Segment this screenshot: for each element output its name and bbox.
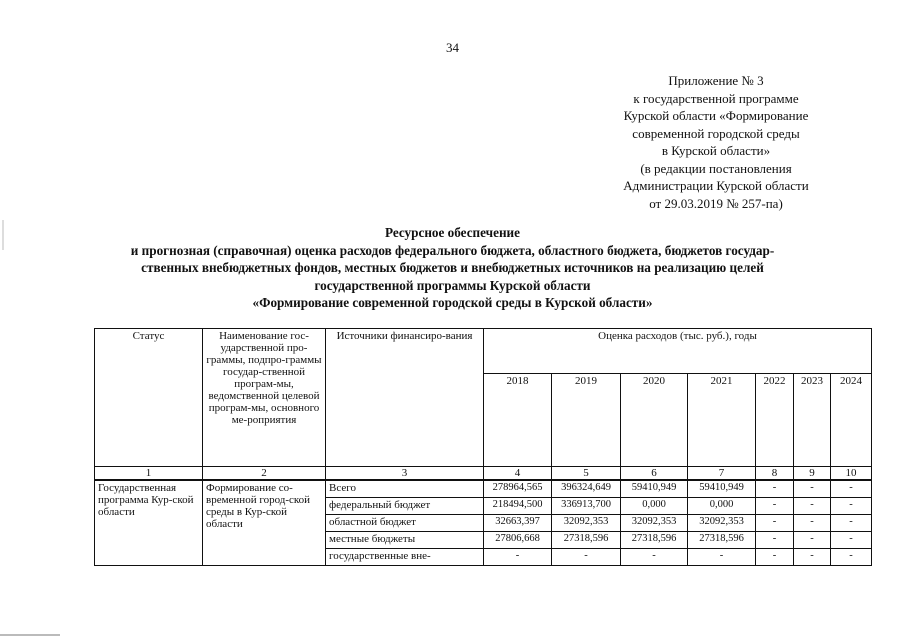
scan-edge-mark xyxy=(2,220,4,250)
value-cell: - xyxy=(484,549,552,566)
value-cell: 32092,353 xyxy=(552,515,621,532)
year-header: 2022 xyxy=(756,374,794,467)
appendix-line: Администрации Курской области xyxy=(623,178,809,193)
year-header: 2019 xyxy=(552,374,621,467)
column-number: 8 xyxy=(756,467,794,481)
value-cell: - xyxy=(688,549,756,566)
status-cell: Государственная программа Кур-ской области xyxy=(95,480,203,566)
value-cell: - xyxy=(756,549,794,566)
header-status: Статус xyxy=(95,329,203,467)
column-number: 5 xyxy=(552,467,621,481)
value-cell: 32092,353 xyxy=(621,515,688,532)
value-cell: - xyxy=(831,480,872,498)
appendix-line: к государственной программе xyxy=(633,90,799,106)
table-row xyxy=(95,480,872,498)
value-cell: 336913,700 xyxy=(552,498,621,515)
title-line: ственных внебюджетных фондов, местных бюджетов и внебюджетных источников на реализацию целей xyxy=(141,260,764,275)
title-line: государственной программы Курской области xyxy=(314,277,591,293)
value-cell: - xyxy=(794,515,831,532)
value-cell: - xyxy=(794,498,831,515)
source-cell: государственные вне- xyxy=(326,549,484,566)
value-cell: 218494,500 xyxy=(484,498,552,515)
value-cell: - xyxy=(831,515,872,532)
value-cell: - xyxy=(621,549,688,566)
column-number: 9 xyxy=(794,467,831,481)
column-number: 7 xyxy=(688,467,756,481)
value-cell: 32663,397 xyxy=(484,515,552,532)
column-number: 1 xyxy=(95,467,203,481)
value-cell: 59410,949 xyxy=(688,480,756,498)
appendix-line: Приложение № 3 xyxy=(668,73,764,88)
appendix-line: (в редакции постановления xyxy=(640,160,792,176)
header-estimate: Оценка расходов (тыс. руб.), годы xyxy=(484,329,872,374)
value-cell: - xyxy=(794,480,831,498)
year-header: 2024 xyxy=(831,374,872,467)
value-cell: - xyxy=(756,515,794,532)
document-title xyxy=(60,224,845,312)
value-cell: 278964,565 xyxy=(484,480,552,498)
column-number: 10 xyxy=(831,467,872,481)
value-cell: 0,000 xyxy=(688,498,756,515)
value-cell: 27318,596 xyxy=(552,532,621,549)
value-cell: - xyxy=(831,532,872,549)
value-cell: 0,000 xyxy=(621,498,688,515)
source-cell: федеральный бюджет xyxy=(326,498,484,515)
value-cell: 32092,353 xyxy=(688,515,756,532)
title-line: «Формирование современной городской среды в Курской области» xyxy=(252,295,653,310)
year-header: 2023 xyxy=(794,374,831,467)
year-header: 2020 xyxy=(621,374,688,467)
value-cell: 27318,596 xyxy=(621,532,688,549)
appendix-line: в Курской области» xyxy=(661,143,771,158)
page-number: 34 xyxy=(446,40,459,55)
program-name-cell: Формирование со-временной город-ской среды в Кур-ской области xyxy=(203,480,326,566)
appendix-line: Курской области «Формирование xyxy=(623,108,809,123)
scan-foot-mark xyxy=(0,634,60,636)
source-cell: местные бюджеты xyxy=(326,532,484,549)
value-cell: - xyxy=(756,532,794,549)
column-number: 2 xyxy=(203,467,326,481)
column-number: 3 xyxy=(326,467,484,481)
value-cell: - xyxy=(794,532,831,549)
value-cell: 27806,668 xyxy=(484,532,552,549)
column-number: 6 xyxy=(621,467,688,481)
value-cell: 59410,949 xyxy=(621,480,688,498)
appendix-line: от 29.03.2019 № 257-па) xyxy=(649,195,783,211)
source-cell: областной бюджет xyxy=(326,515,484,532)
budget-table xyxy=(94,328,872,566)
header-name: Наименование гос-ударственной про-граммы, подпро-граммы государ-ственной програм-мы, ведомственной целевой програм-мы, основного ме-роприятия xyxy=(203,329,326,467)
value-cell: - xyxy=(756,498,794,515)
source-cell: Всего xyxy=(326,480,484,498)
value-cell: 27318,596 xyxy=(688,532,756,549)
header-sources: Источники финансиро-вания xyxy=(326,329,484,467)
title-line: и прогнозная (справочная) оценка расходов федерального бюджета, областного бюджета, бюджетов государ- xyxy=(130,242,775,258)
value-cell: - xyxy=(831,549,872,566)
title-line: Ресурсное обеспечение xyxy=(384,225,521,240)
year-header: 2018 xyxy=(484,374,552,467)
year-header: 2021 xyxy=(688,374,756,467)
value-cell: - xyxy=(794,549,831,566)
value-cell: - xyxy=(756,480,794,498)
value-cell: 396324,649 xyxy=(552,480,621,498)
appendix-line: современной городской среды xyxy=(632,125,800,141)
value-cell: - xyxy=(552,549,621,566)
value-cell: - xyxy=(831,498,872,515)
column-number: 4 xyxy=(484,467,552,481)
appendix-block xyxy=(600,72,832,212)
